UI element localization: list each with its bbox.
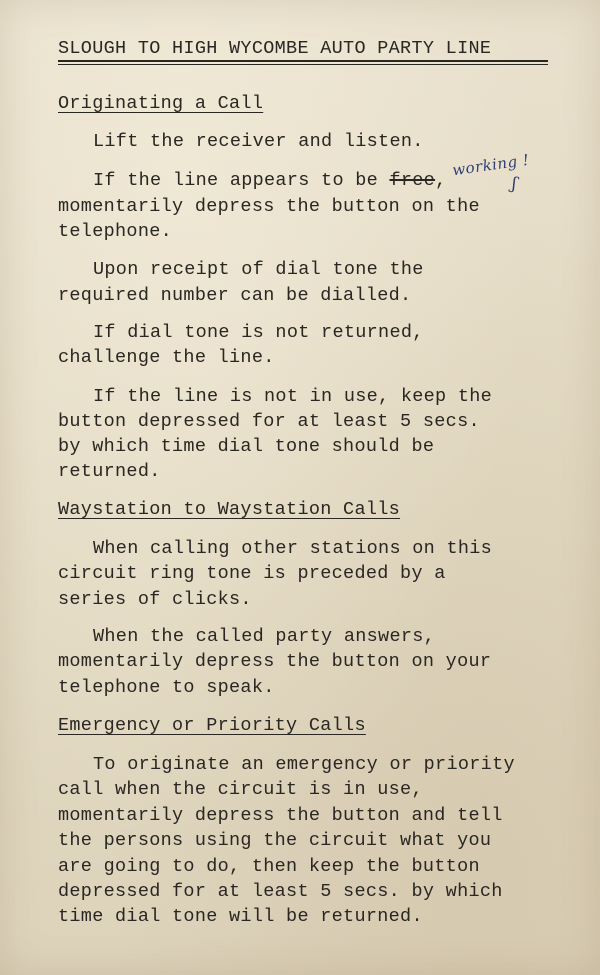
text-line: circuit ring tone is preceded by a (58, 563, 446, 584)
text-line: If the line is not in use, keep the (93, 386, 493, 407)
text-line-with-strikeout (93, 170, 446, 192)
text-line: series of clicks. (58, 589, 252, 610)
text-line: by which time dial tone should be (58, 436, 435, 457)
text-line: When calling other stations on this (93, 538, 493, 559)
section-heading-waystation-calls: Waystation to Waystation Calls (58, 499, 401, 520)
document-title: SLOUGH TO HIGH WYCOMBE AUTO PARTY LINE (58, 38, 548, 62)
text-fragment: If the line appears to be (93, 170, 390, 191)
handwritten-annotation: working ! (451, 150, 531, 180)
text-line: momentarily depress the button on your (58, 651, 492, 672)
text-line: time dial tone will be returned. (58, 906, 423, 927)
text-line: depressed for at least 5 secs. by which (58, 881, 503, 902)
text-line: Upon receipt of dial tone the (93, 259, 424, 280)
text-line: momentarily depress the button on the (58, 196, 480, 217)
text-line: button depressed for at least 5 secs. (58, 411, 480, 432)
text-line: call when the circuit is in use, (58, 779, 423, 800)
text-line: the persons using the circuit what you (58, 830, 492, 851)
text-fragment: , (435, 170, 447, 191)
text-line: returned. (58, 461, 161, 482)
section-heading-emergency-calls: Emergency or Priority Calls (58, 715, 366, 736)
text-line: When the called party answers, (93, 626, 436, 647)
text-line: Lift the receiver and listen. (93, 131, 424, 152)
text-line: required number can be dialled. (58, 285, 412, 306)
text-line: challenge the line. (58, 347, 275, 368)
struck-out-word: free (389, 170, 436, 191)
text-line: telephone to speak. (58, 677, 275, 698)
text-line: momentarily depress the button and tell (58, 805, 503, 826)
text-line: telephone. (58, 221, 173, 242)
text-line: are going to do, then keep the button (58, 856, 480, 877)
section-heading-originating-call: Originating a Call (58, 93, 264, 114)
text-line: If dial tone is not returned, (93, 322, 424, 343)
text-line: To originate an emergency or priority (93, 754, 515, 775)
insertion-caret-icon: ʃ (509, 173, 520, 195)
